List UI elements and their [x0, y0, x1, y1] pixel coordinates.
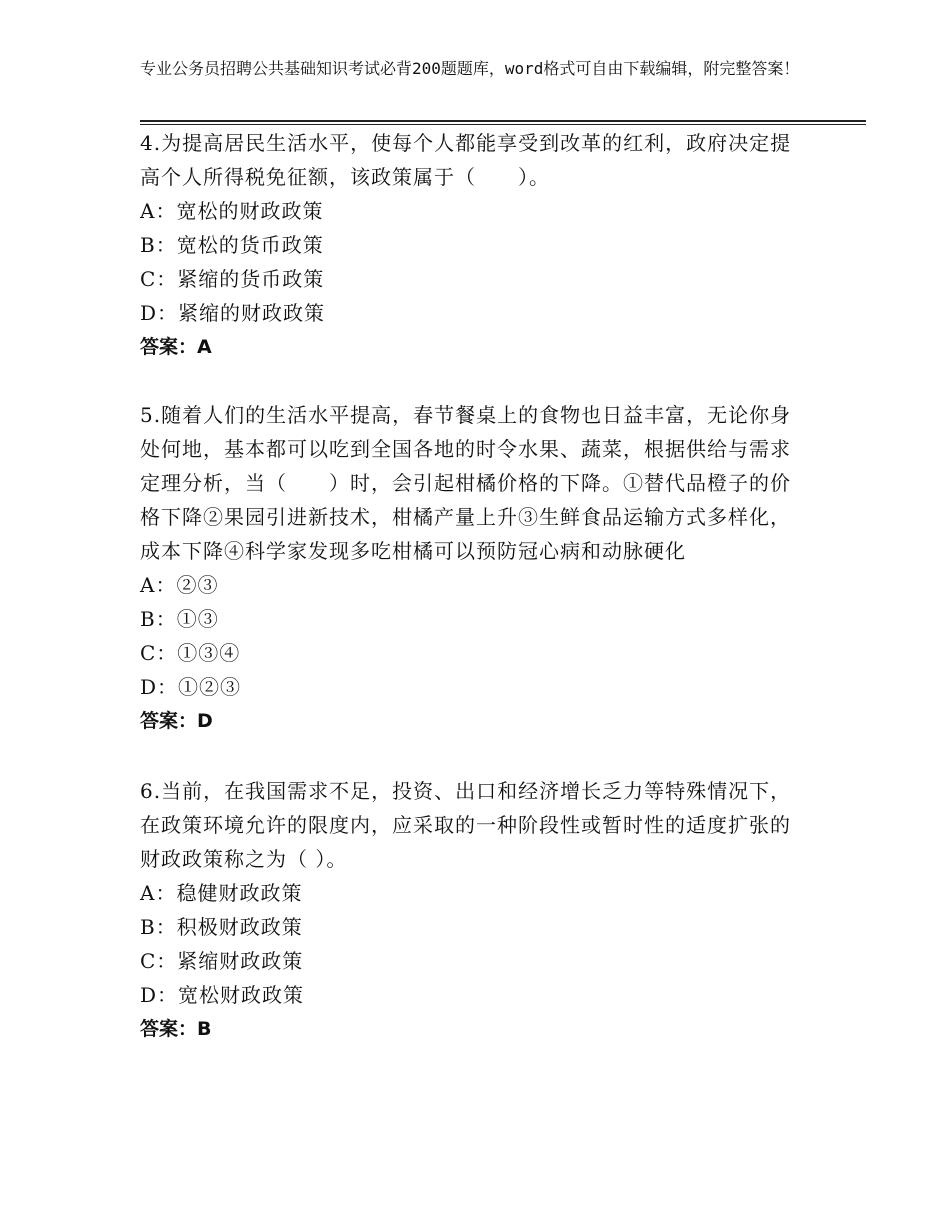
header-rule-thick	[140, 120, 866, 122]
question-stem: 4.为提高居民生活水平，使每个人都能享受到改革的红利，政府决定提高个人所得税免征额，该政策属于（ ）。	[140, 131, 792, 189]
header-rule-thin	[140, 124, 866, 125]
answer: 答案：D	[140, 710, 213, 732]
question-6	[140, 774, 800, 1046]
option-b: B：①③	[140, 607, 219, 631]
option-b: B：宽松的货币政策	[140, 233, 324, 257]
option-c: C：紧缩财政政策	[140, 949, 304, 973]
option-d: D：宽松财政政策	[140, 983, 305, 1007]
answer: 答案：A	[140, 336, 212, 358]
option-c: C：①③④	[140, 641, 241, 665]
option-d: D：①②③	[140, 675, 242, 699]
document-header: 专业公务员招聘公共基础知识考试必背200题题库，word格式可自由下载编辑，附完整答案！	[140, 59, 800, 78]
answer: 答案：B	[140, 1018, 212, 1040]
question-stem: 6.当前，在我国需求不足，投资、出口和经济增长乏力等特殊情况下，在政策环境允许的限度内，应采取的一种阶段性或暂时性的适度扩张的财政政策称之为（ ）。	[140, 779, 792, 871]
option-b: B：积极财政政策	[140, 915, 303, 939]
option-a: A：②③	[140, 573, 219, 597]
question-4	[140, 126, 800, 364]
option-a: A：宽松的财政政策	[140, 199, 324, 223]
option-a: A：稳健财政政策	[140, 881, 303, 905]
option-d: D：紧缩的财政政策	[140, 301, 326, 325]
question-5	[140, 398, 800, 738]
option-c: C：紧缩的货币政策	[140, 267, 325, 291]
question-stem: 5.随着人们的生活水平提高，春节餐桌上的食物也日益丰富，无论你身处何地，基本都可以吃到全国各地的时令水果、蔬菜，根据供给与需求定理分析，当（ ）时，会引起柑橘价格的下降。①替代品橙子的价格下降②果园引进新技术，柑橘产量上升③生鲜食品运输方式多样化，成本下降④科学家发现多吃柑橘可以预防冠心病和动脉硬化	[140, 403, 792, 563]
